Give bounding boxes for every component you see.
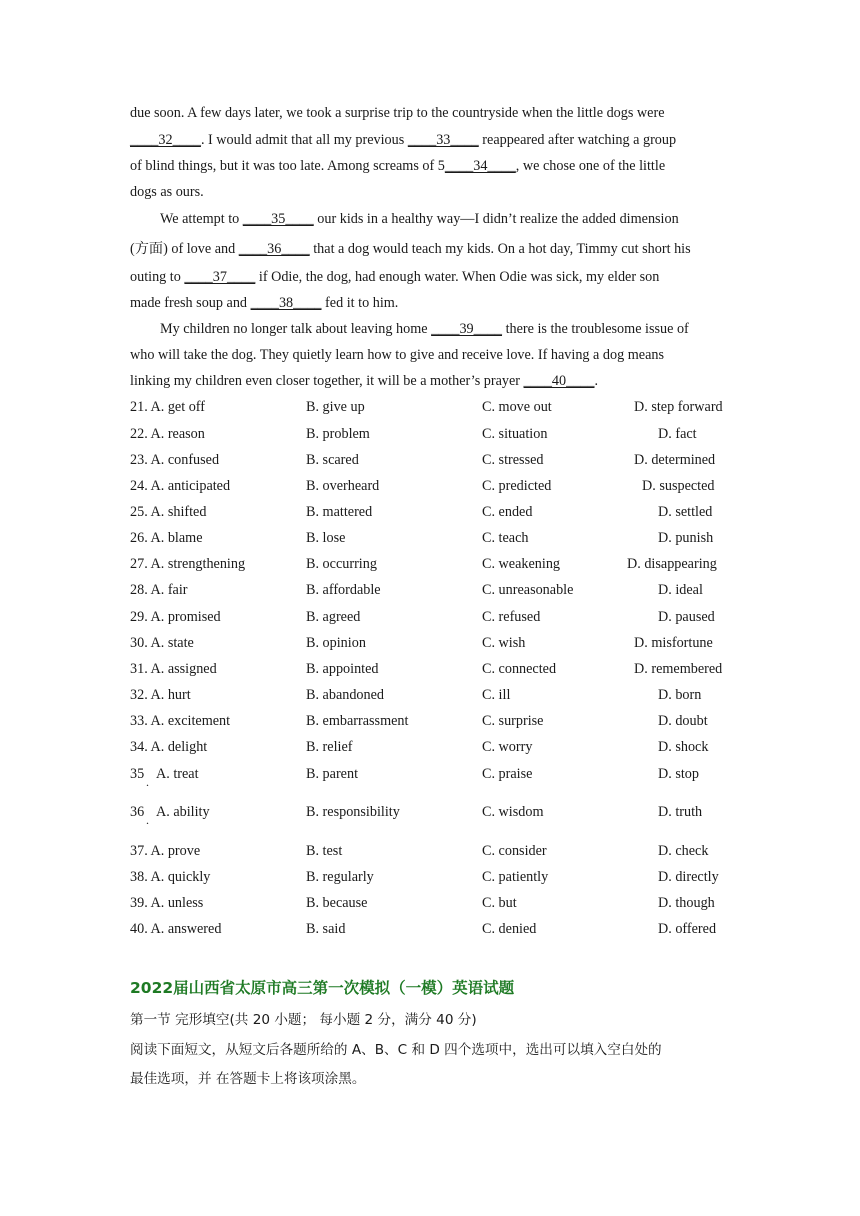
- passage-text: We attempt to: [160, 211, 243, 227]
- passage-line-5: [160, 209, 679, 229]
- option-d: D. suspected: [642, 478, 715, 494]
- blank-40: ____40____: [523, 373, 595, 389]
- blank-36: ____36____: [238, 241, 310, 257]
- option-d: D. offered: [658, 921, 717, 937]
- option-c: C. wish: [482, 635, 526, 651]
- option-c: C. predicted: [482, 478, 552, 494]
- option-a: 21. A. get off: [130, 399, 206, 415]
- option-d: D. though: [658, 895, 715, 911]
- instruction-line-2: 最佳选项，并 在答题卡上将该项涂黑。: [130, 1071, 366, 1087]
- passage-line-9: [160, 319, 689, 339]
- passage-text: reappeared after watching a group: [478, 132, 677, 148]
- passage-text: our kids in a healthy way—I didn’t realize the added dimension: [313, 211, 679, 227]
- option-c: C. move out: [482, 399, 552, 415]
- option-d: D. remembered: [634, 661, 723, 677]
- option-a: 27. A. strengthening: [130, 556, 246, 572]
- question-number: 36: [130, 804, 145, 820]
- option-c: C. praise: [482, 766, 533, 782]
- option-b: B. test: [306, 843, 343, 859]
- blank-37: ____37____: [184, 269, 256, 285]
- option-a: 24. A. anticipated: [130, 478, 231, 494]
- option-b: B. agreed: [306, 609, 361, 625]
- passage-line-6: [130, 239, 691, 259]
- passage-text: outing to: [130, 269, 185, 285]
- option-b: B. problem: [306, 426, 370, 442]
- option-a: 38. A. quickly: [130, 869, 211, 885]
- passage-text: made fresh soup and: [130, 295, 251, 311]
- option-d: D. fact: [658, 426, 697, 442]
- option-a: 32. A. hurt: [130, 687, 191, 703]
- option-d: D. truth: [658, 804, 703, 820]
- option-c: C. denied: [482, 921, 537, 937]
- option-b: B. scared: [306, 452, 359, 468]
- passage-text: of blind things, but it was too late. Among screams of 5: [130, 158, 445, 174]
- option-b: B. overheard: [306, 478, 380, 494]
- option-a: 28. A. fair: [130, 582, 188, 598]
- question-number-dot: .: [146, 775, 149, 789]
- option-b: B. occurring: [306, 556, 377, 572]
- question-number-dot: .: [146, 813, 149, 827]
- option-c: C. surprise: [482, 713, 544, 729]
- option-b: B. embarrassment: [306, 713, 409, 729]
- option-a: 29. A. promised: [130, 609, 221, 625]
- option-a: 22. A. reason: [130, 426, 205, 442]
- passage-line-4: dogs as ours.: [130, 184, 204, 200]
- option-b: B. give up: [306, 399, 365, 415]
- option-c: C. worry: [482, 739, 533, 755]
- option-a: 34. A. delight: [130, 739, 208, 755]
- option-d: D. misfortune: [634, 635, 713, 651]
- exam-title: 2022届山西省太原市高三第一次模拟（一模）英语试题: [130, 979, 515, 997]
- option-c: C. ended: [482, 504, 533, 520]
- option-b: B. parent: [306, 766, 359, 782]
- option-d: D. check: [658, 843, 709, 859]
- passage-line-10: who will take the dog. They quietly learn how to give and receive love. If having a dog means: [130, 347, 664, 363]
- instruction-line-1: 阅读下面短文，从短文后各题所给的 A、B、C 和 D 四个选项中，选出可以填入空白处的: [130, 1042, 662, 1058]
- option-c: C. weakening: [482, 556, 561, 572]
- option-a: 37. A. prove: [130, 843, 201, 859]
- option-a: 30. A. state: [130, 635, 194, 651]
- option-b: B. said: [306, 921, 346, 937]
- passage-text: there is the troublesome issue of: [502, 321, 689, 337]
- option-b: B. because: [306, 895, 368, 911]
- option-b: B. responsibility: [306, 804, 400, 820]
- option-c: C. teach: [482, 530, 529, 546]
- option-b: B. opinion: [306, 635, 366, 651]
- option-a: 39. A. unless: [130, 895, 204, 911]
- passage-text: My children no longer talk about leaving home: [160, 321, 432, 337]
- option-d: D. shock: [658, 739, 709, 755]
- option-d: D. paused: [658, 609, 715, 625]
- option-c: C. stressed: [482, 452, 544, 468]
- option-d: D. doubt: [658, 713, 708, 729]
- passage-text: (方面) of love and: [130, 241, 239, 257]
- option-a: 31. A. assigned: [130, 661, 217, 677]
- question-number: 35: [130, 766, 145, 782]
- option-d: D. punish: [658, 530, 714, 546]
- blank-34: ____34____: [444, 158, 516, 174]
- option-c: C. consider: [482, 843, 547, 859]
- option-c: C. but: [482, 895, 517, 911]
- option-d: D. stop: [658, 766, 699, 782]
- option-a: 25. A. shifted: [130, 504, 207, 520]
- option-b: B. mattered: [306, 504, 373, 520]
- passage-text: linking my children even closer together, it will be a mother’s prayer: [130, 373, 524, 389]
- option-c: C. wisdom: [482, 804, 544, 820]
- blank-32: ____32____: [130, 132, 201, 148]
- option-a: A. treat: [156, 766, 199, 782]
- passage-text: that a dog would teach my kids. On a hot day, Timmy cut short his: [309, 241, 691, 257]
- option-d: D. disappearing: [627, 556, 717, 572]
- section-header: 第一节 完形填空(共 20 小题； 每小题 2 分，满分 40 分): [130, 1012, 477, 1028]
- option-b: B. abandoned: [306, 687, 385, 703]
- passage-line-1: due soon. A few days later, we took a surprise trip to the countryside when the little dogs were: [130, 105, 665, 121]
- option-c: C. patiently: [482, 869, 549, 885]
- option-b: B. lose: [306, 530, 346, 546]
- passage-line-3: [130, 156, 665, 176]
- option-d: D. determined: [634, 452, 716, 468]
- option-b: B. appointed: [306, 661, 379, 677]
- option-c: C. connected: [482, 661, 557, 677]
- option-c: C. unreasonable: [482, 582, 574, 598]
- blank-39: ____39____: [431, 321, 503, 337]
- option-c: C. ill: [482, 687, 511, 703]
- passage-text: , we chose one of the little: [515, 158, 666, 174]
- passage-text: . I would admit that all my previous: [200, 132, 408, 148]
- option-a: A. ability: [156, 804, 210, 820]
- option-c: C. situation: [482, 426, 548, 442]
- option-b: B. regularly: [306, 869, 374, 885]
- passage-text: if Odie, the dog, had enough water. When Odie was sick, my elder son: [255, 269, 660, 285]
- passage-text: fed it to him.: [321, 295, 399, 311]
- passage-text: .: [594, 373, 599, 389]
- option-d: D. settled: [658, 504, 713, 520]
- option-d: D. ideal: [658, 582, 703, 598]
- option-a: 23. A. confused: [130, 452, 220, 468]
- blank-35: ____35____: [242, 211, 314, 227]
- option-c: C. refused: [482, 609, 541, 625]
- option-a: 40. A. answered: [130, 921, 222, 937]
- option-d: D. born: [658, 687, 702, 703]
- option-a: 26. A. blame: [130, 530, 203, 546]
- option-b: B. affordable: [306, 582, 381, 598]
- blank-33: ____33____: [407, 132, 479, 148]
- passage-line-11: [130, 371, 598, 391]
- option-d: D. step forward: [634, 399, 723, 415]
- option-d: D. directly: [658, 869, 719, 885]
- passage-line-7: [130, 267, 659, 287]
- passage-line-8: [130, 293, 398, 313]
- option-a: 33. A. excitement: [130, 713, 231, 729]
- passage-line-2: [130, 130, 676, 150]
- option-b: B. relief: [306, 739, 353, 755]
- blank-38: ____38____: [250, 295, 322, 311]
